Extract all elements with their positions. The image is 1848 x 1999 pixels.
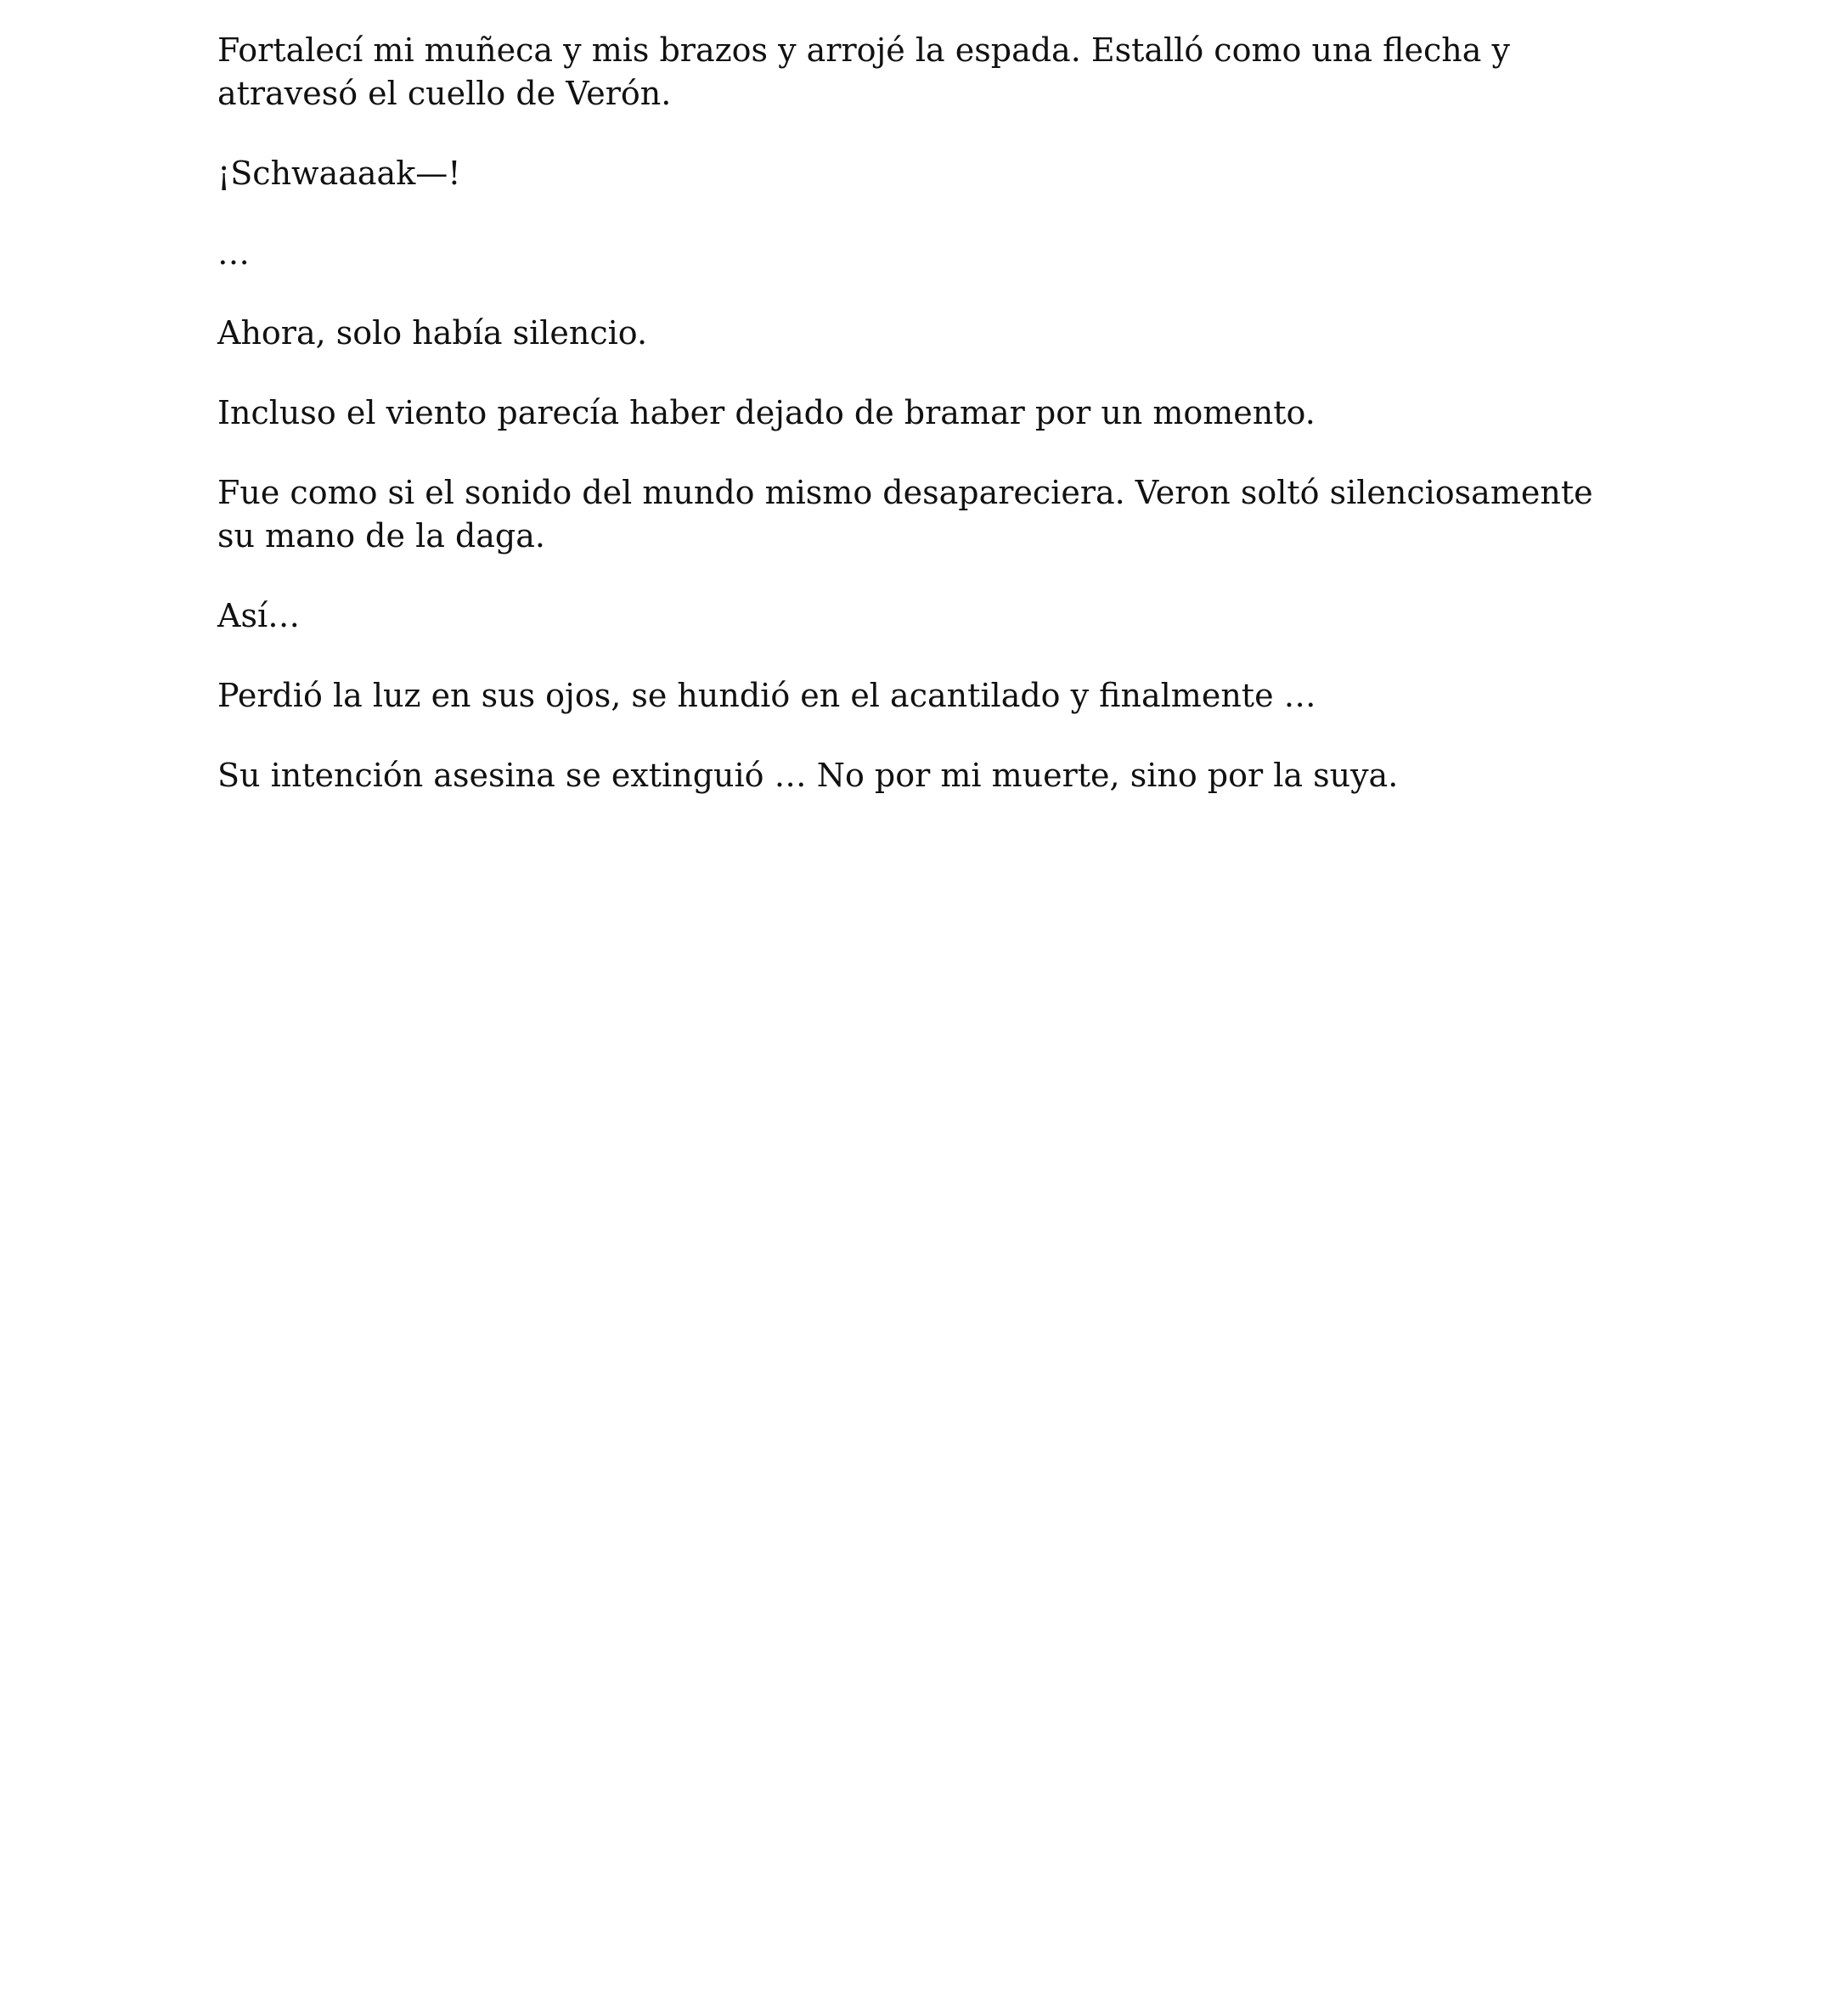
paragraph: Incluso el viento parecía haber dejado de bramar por un momento. bbox=[217, 394, 1316, 431]
paragraph: ¡Schwaaaak—! bbox=[217, 155, 461, 192]
paragraph: Perdió la luz en sus ojos, se hundió en el acantilado y finalmente … bbox=[217, 677, 1316, 714]
paragraph: Fortalecí mi muñeca y mis brazos y arrojé la espada. Estalló como una flecha y atravesó el cuello de Verón. bbox=[217, 31, 1510, 112]
document-body bbox=[217, 29, 1627, 834]
paragraph: Su intención asesina se extinguió … No por mi muerte, sino por la suya. bbox=[217, 757, 1399, 794]
paragraph: … bbox=[217, 234, 250, 272]
paragraph: Ahora, solo había silencio. bbox=[217, 314, 648, 352]
paragraph: Así… bbox=[217, 597, 301, 634]
paragraph: Fue como si el sonido del mundo mismo desapareciera. Veron soltó silenciosamente su mano de la daga. bbox=[217, 474, 1593, 555]
